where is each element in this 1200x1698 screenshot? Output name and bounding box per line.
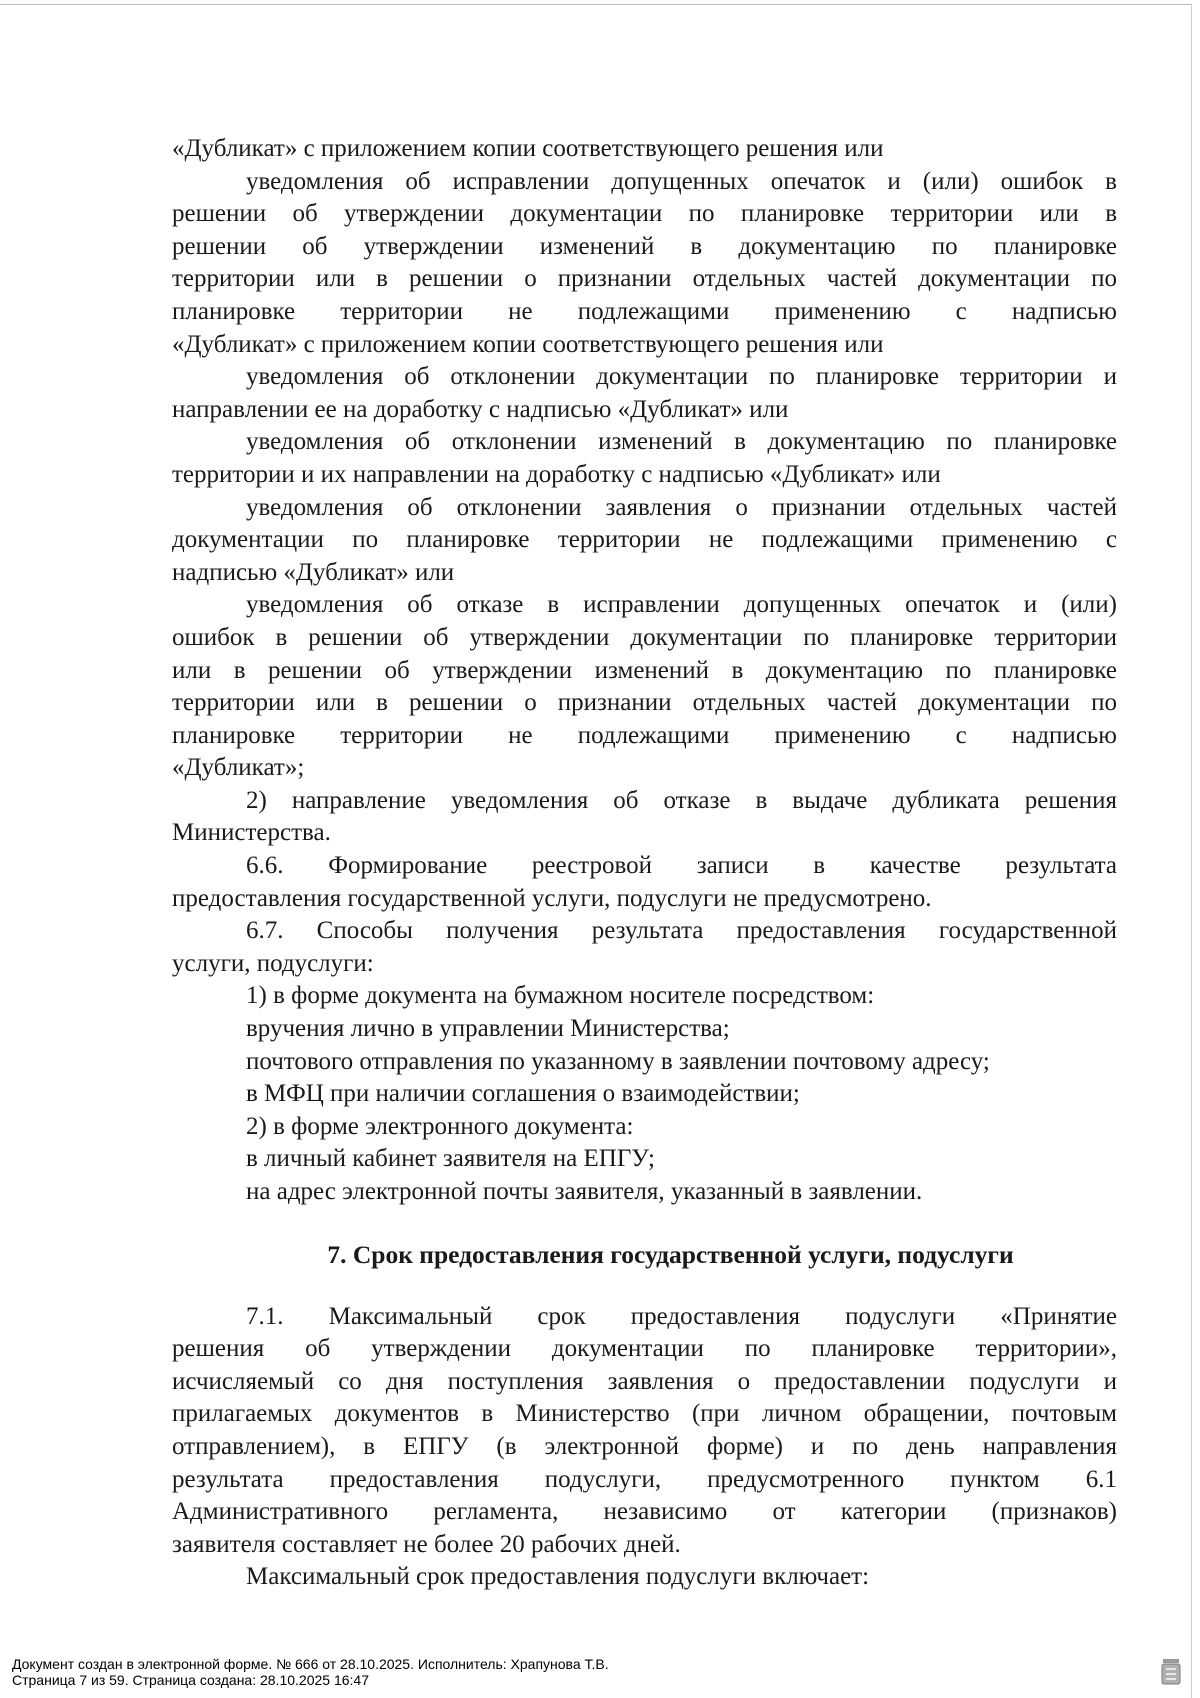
- text-line: решении об утверждении изменений в документацию по планировке: [172, 232, 1117, 260]
- text-line: Административного регламента, независимо от категории (признаков): [172, 1498, 1117, 1526]
- spacer: [172, 1273, 1117, 1301]
- text-line: планировке территории не подлежащими применению с надписью: [172, 297, 1117, 325]
- document-footer: [12, 1656, 609, 1688]
- text-line: Максимальный срок предоставления подуслуги включает:: [246, 1563, 870, 1591]
- text-line: 6.7. Способы получения результата предоставления государственной: [246, 917, 1117, 945]
- text-line: планировке территории не подлежащими применению с надписью: [172, 721, 1117, 749]
- text-line: «Дубликат» с приложением копии соответствующего решения или: [172, 330, 884, 358]
- section-heading: 7. Срок предоставления государственной услуги, подуслуги: [327, 1239, 1014, 1269]
- text-line: заявителя составляет не более 20 рабочих дней.: [172, 1530, 681, 1558]
- text-line: решения об утверждении документации по планировке территории»,: [172, 1335, 1117, 1363]
- text-line: в личный кабинет заявителя на ЕПГУ;: [246, 1145, 655, 1173]
- text-line: территории и их направлении на доработку с надписью «Дубликат» или: [172, 460, 941, 488]
- document-stamp-icon: [1160, 1658, 1182, 1686]
- text-line: почтового отправления по указанному в заявлении почтовому адресу;: [246, 1047, 990, 1075]
- text-line: исчисляемый со дня поступления заявления о предоставлении подуслуги и: [172, 1367, 1117, 1395]
- text-line: результата предоставления подуслуги, предусмотренного пунктом 6.1: [172, 1465, 1117, 1493]
- footer-line-2: Страница 7 из 59. Страница создана: 28.10.2025 16:47: [12, 1672, 369, 1688]
- text-line: решении об утверждении документации по планировке территории или в: [172, 200, 1117, 228]
- text-line: предоставления государственной услуги, подуслуги не предусмотрено.: [172, 884, 932, 912]
- scan-top-edge: [0, 4, 1192, 5]
- footer-line-1: Документ создан в электронной форме. № 666 от 28.10.2025. Исполнитель: Храпунова Т.В.: [12, 1656, 609, 1672]
- text-line: на адрес электронной почты заявителя, указанный в заявлении.: [246, 1178, 923, 1205]
- text-line: 2) направление уведомления об отказе в выдаче дубликата решения: [246, 786, 1117, 814]
- text-line: отправлением), в ЕПГУ (в электронной форме) и по день направления: [172, 1432, 1117, 1460]
- text-line: уведомления об отклонении заявления о признании отдельных частей: [246, 493, 1117, 521]
- text-line: прилагаемых документов в Министерство (при личном обращении, почтовым: [172, 1400, 1117, 1428]
- scan-right-edge: [1191, 4, 1192, 1698]
- text-line: 6.6. Формирование реестровой записи в качестве результата: [246, 852, 1117, 880]
- text-line: 2) в форме электронного документа:: [246, 1112, 634, 1140]
- text-line: уведомления об отклонении документации по планировке территории и: [246, 363, 1117, 391]
- text-line: уведомления об отклонении изменений в документацию по планировке: [246, 428, 1117, 456]
- text-line: 7.1. Максимальный срок предоставления подуслуги «Принятие: [246, 1302, 1117, 1330]
- text-line: уведомления об отказе в исправлении допущенных опечаток и (или): [246, 591, 1117, 619]
- text-line: документации по планировке территории не подлежащими применению с: [172, 526, 1117, 554]
- text-line: вручения лично в управлении Министерства;: [246, 1015, 730, 1043]
- text-line: ошибок в решении об утверждении документации по планировке территории: [172, 623, 1117, 651]
- text-line: 1) в форме документа на бумажном носителе посредством:: [246, 982, 875, 1010]
- text-line: «Дубликат»;: [172, 754, 305, 782]
- text-line: территории или в решении о признании отдельных частей документации по: [172, 265, 1117, 293]
- text-line: «Дубликат» с приложением копии соответствующего решения или: [172, 135, 884, 162]
- text-line: или в решении об утверждении изменений в документацию по планировке: [172, 656, 1117, 684]
- document-page: [172, 133, 1117, 1594]
- text-line: направлении ее на доработку с надписью «Дубликат» или: [172, 395, 789, 423]
- text-line: в МФЦ при наличии соглашения о взаимодействии;: [246, 1080, 800, 1108]
- spacer: [172, 1209, 1117, 1237]
- text-line: территории или в решении о признании отдельных частей документации по: [172, 689, 1117, 717]
- text-line: услуги, подуслуги:: [172, 949, 374, 977]
- text-line: надписью «Дубликат» или: [172, 558, 455, 586]
- text-line: Министерства.: [172, 819, 331, 847]
- text-line: уведомления об исправлении допущенных опечаток и (или) ошибок в: [246, 167, 1117, 195]
